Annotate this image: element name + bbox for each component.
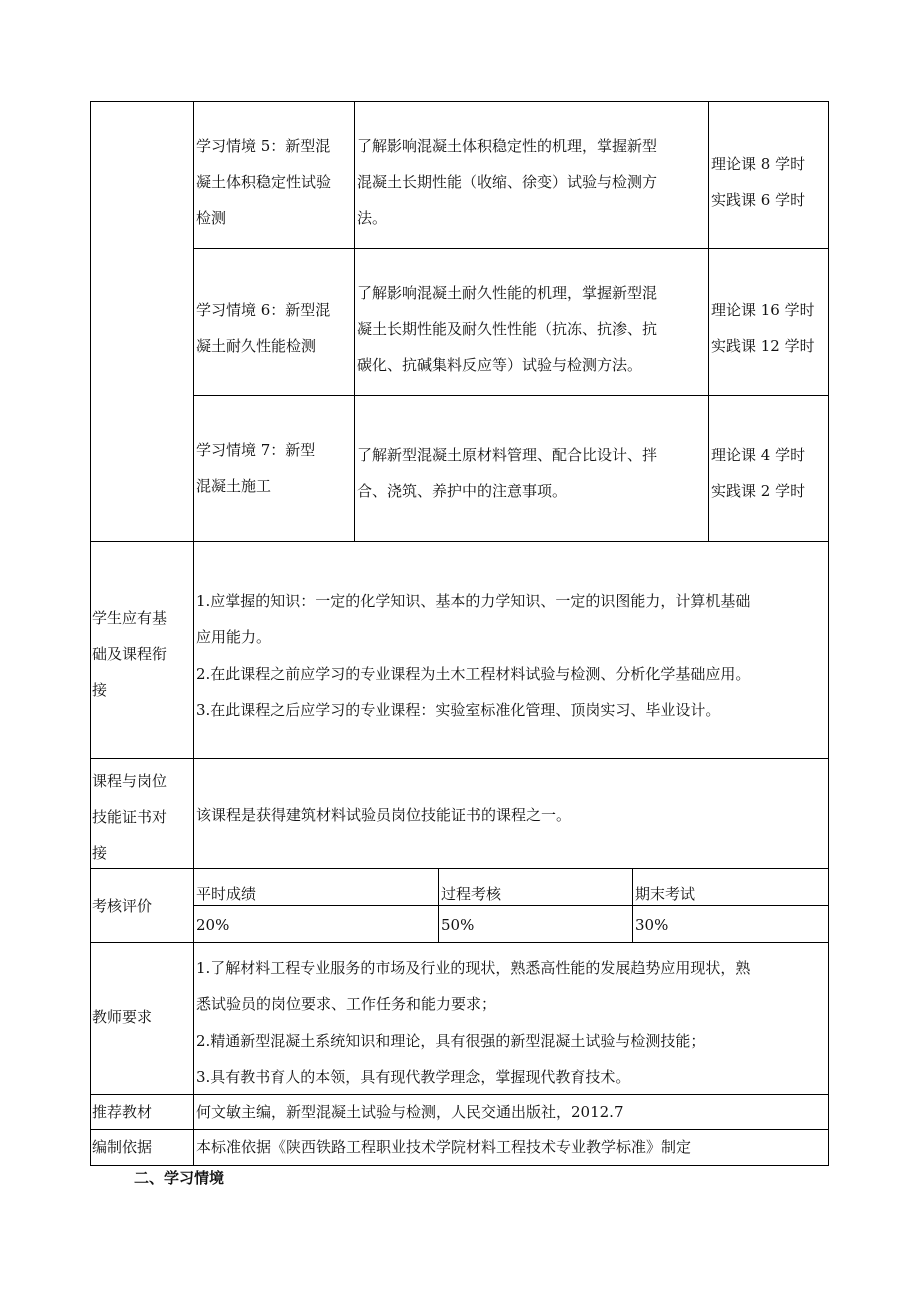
certificate-label-line: 课程与岗位 — [92, 772, 168, 790]
teacher-item: 2.精通新型混凝土系统知识和理论，具有很强的新型混凝土试验与检测技能； — [196, 1032, 706, 1050]
theory-hours: 理论课 4 学时 — [711, 446, 806, 464]
table-left-border — [90, 101, 91, 1166]
table-top-border — [90, 101, 829, 102]
situation-row-divider — [193, 248, 829, 249]
certificate-label-line: 技能证书对 — [92, 808, 168, 826]
basics-label-line: 础及课程衔 — [92, 645, 168, 663]
table-bottom-border — [90, 1165, 829, 1166]
basics-item: 应用能力。 — [196, 628, 272, 646]
situation-name-line: 凝土体积稳定性试验 — [196, 173, 332, 191]
assessment-header-process: 过程考核 — [441, 885, 502, 903]
practice-hours: 实践课 6 学时 — [711, 191, 806, 209]
certificate-label-line: 接 — [92, 844, 108, 862]
situation-name-line: 检测 — [196, 209, 227, 227]
teacher-item: 1.了解材料工程专业服务的市场及行业的现状，熟悉高性能的发展趋势应用现状，熟 — [196, 959, 751, 977]
basics-item: 1.应掌握的知识：一定的化学知识、基本的力学知识、一定的识图能力，计算机基础 — [196, 592, 751, 610]
textbook-text: 何文敏主编，新型混凝土试验与检测，人民交通出版社，2012.7 — [196, 1103, 624, 1121]
situation-desc-line: 凝土长期性能及耐久性性能（抗冻、抗渗、抗 — [357, 320, 658, 338]
situation-name-line: 混凝土施工 — [196, 477, 272, 495]
assessment-value-process: 50% — [441, 916, 475, 934]
situation-desc-line: 混凝土长期性能（收缩、徐变）试验与检测方 — [357, 173, 658, 191]
basis-label: 编制依据 — [92, 1138, 153, 1156]
situation-name-line: 学习情境 6：新型混 — [196, 301, 331, 319]
situation-name-line: 凝土耐久性能检测 — [196, 337, 317, 355]
situation-name-divider — [354, 101, 355, 541]
basics-item: 3.在此课程之后应学习的专业课程：实验室标准化管理、顶岗实习、毕业设计。 — [196, 701, 721, 719]
assessment-divider — [438, 868, 439, 943]
situation-desc-line: 法。 — [357, 209, 388, 227]
assessment-header-regular: 平时成绩 — [196, 885, 257, 903]
situation-desc-line: 了解新型混凝土原材料管理、配合比设计、拌 — [357, 446, 658, 464]
label-column-divider — [193, 101, 194, 1166]
assessment-value-final: 30% — [635, 916, 669, 934]
basics-item: 2.在此课程之前应学习的专业课程为土木工程材料试验与检测、分析化学基础应用。 — [196, 665, 751, 683]
assessment-value-regular: 20% — [196, 916, 230, 934]
row-divider — [90, 541, 829, 542]
situation-desc-line: 了解影响混凝土体积稳定性的机理，掌握新型 — [357, 137, 658, 155]
section-heading: 二、学习情境 — [134, 1169, 225, 1187]
assessment-divider — [632, 868, 633, 943]
practice-hours: 实践课 2 学时 — [711, 482, 806, 500]
row-divider — [90, 758, 829, 759]
assessment-header-final: 期末考试 — [635, 885, 696, 903]
basics-label-line: 学生应有基 — [92, 609, 168, 627]
situation-desc-line: 合、浇筑、养护中的注意事项。 — [357, 482, 568, 500]
theory-hours: 理论课 16 学时 — [711, 301, 815, 319]
basis-text: 本标准依据《陕西铁路工程职业技术学院材料工程技术专业教学标准》制定 — [196, 1138, 692, 1156]
situation-name-line: 学习情境 5：新型混 — [196, 137, 331, 155]
certificate-text: 该课程是获得建筑材料试验员岗位技能证书的课程之一。 — [196, 806, 572, 824]
textbook-label: 推荐教材 — [92, 1103, 153, 1121]
situation-hours-divider — [708, 101, 709, 541]
assessment-label: 考核评价 — [92, 897, 153, 915]
teacher-item: 悉试验员的岗位要求、工作任务和能力要求； — [196, 995, 497, 1013]
teacher-label: 教师要求 — [92, 1008, 153, 1026]
basics-label-line: 接 — [92, 681, 108, 699]
situation-desc-line: 了解影响混凝土耐久性能的机理，掌握新型混 — [357, 284, 658, 302]
assessment-inner-divider — [193, 905, 829, 906]
theory-hours: 理论课 8 学时 — [711, 155, 806, 173]
row-divider — [90, 868, 829, 869]
situation-row-divider — [193, 395, 829, 396]
teacher-item: 3.具有教书育人的本领，具有现代教学理念，掌握现代教育技术。 — [196, 1068, 631, 1086]
table-right-border — [828, 101, 829, 1166]
situation-name-line: 学习情境 7：新型 — [196, 441, 316, 459]
situation-desc-line: 碳化、抗碱集料反应等）试验与检测方法。 — [357, 356, 643, 374]
practice-hours: 实践课 12 学时 — [711, 337, 815, 355]
